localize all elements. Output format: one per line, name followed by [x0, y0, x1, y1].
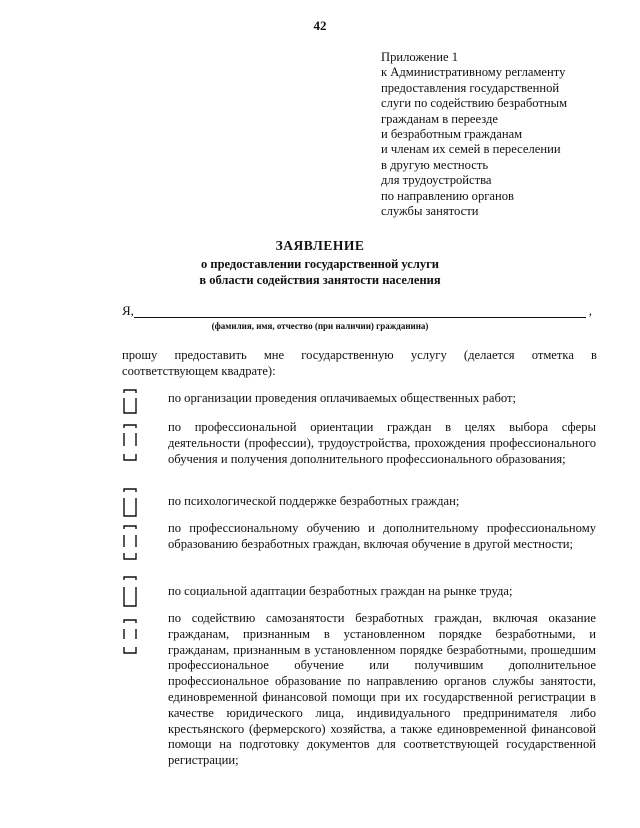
appendix-line: предоставления государственной: [381, 80, 560, 95]
option-text: по профессиональной ориентации граждан в целях выбора сферы деятельности (профессии), трудоустройства, прохождения профессионального обучения и получения дополнительного профессионального образования;: [168, 420, 596, 466]
request-text: прошу предоставить мне государственную услугу (делается отметка в соответствующем квадрате):: [122, 348, 597, 378]
subtitle-line: о предоставлении государственной услуги: [201, 257, 439, 271]
option-text: по социальной адаптации безработных граждан на рынке труда;: [168, 584, 513, 598]
appendix-line: и безработным гражданам: [381, 127, 523, 142]
option-text: по содействию самозанятости безработных граждан, включая оказание гражданам, признанным в установленном порядке безработными, и гражданам, признанным в установленном порядке безработными, прошедшим профессиональное обучение или получившим дополнительное профессиональное образование по направлению органов службы занятости, единовременной финансовой помощи при их государственной регистрации в качестве юридического лица, индивидуального предпринимателя либо крестьянского (фермерского) хозяйства, а также единовременной финансовой помощи на подготовку документов для соответствующей государственной регистрации;: [168, 611, 596, 768]
option-text: по психологической поддержке безработных граждан;: [168, 494, 460, 508]
appendix-line: и членам их семей в переселении: [381, 142, 561, 157]
appendix-line: для трудоустройства: [381, 173, 492, 188]
option-text: по организации проведения оплачиваемых общественных работ;: [168, 391, 516, 405]
option-text: по профессиональному обучению и дополнительному профессиональному образованию безработных граждан, включая обучение в другой местности;: [168, 521, 596, 551]
appendix-block: [381, 50, 631, 219]
option-checkbox[interactable]: [123, 525, 137, 547]
name-caption: (фамилия, имя, отчество (при наличии) гражданина): [211, 321, 429, 331]
document-title: ЗАЯВЛЕНИЕ: [275, 238, 365, 253]
name-underline[interactable]: [134, 317, 586, 318]
appendix-line: по направлению органов: [381, 188, 514, 203]
name-prefix: Я,: [122, 303, 134, 318]
appendix-line: Приложение 1: [381, 50, 459, 64]
option-checkbox[interactable]: [123, 488, 137, 510]
appendix-line: гражданам в переезде: [381, 111, 498, 126]
document-subtitle: [0, 256, 640, 288]
option-checkbox[interactable]: [123, 424, 137, 446]
applicant-name-field[interactable]: [122, 303, 592, 321]
option-checkbox[interactable]: [123, 576, 137, 598]
page-number: 42: [313, 18, 327, 33]
option-checkbox[interactable]: [123, 619, 137, 641]
option-checkbox[interactable]: [123, 389, 137, 411]
appendix-line: слуги по содействию безработным: [381, 96, 568, 111]
appendix-line: службы занятости: [381, 204, 479, 219]
subtitle-line: в области содействия занятости населения: [199, 273, 441, 287]
appendix-line: к Административному регламенту: [381, 65, 566, 80]
appendix-line: в другую местность: [381, 157, 489, 172]
name-suffix: ,: [588, 303, 592, 318]
